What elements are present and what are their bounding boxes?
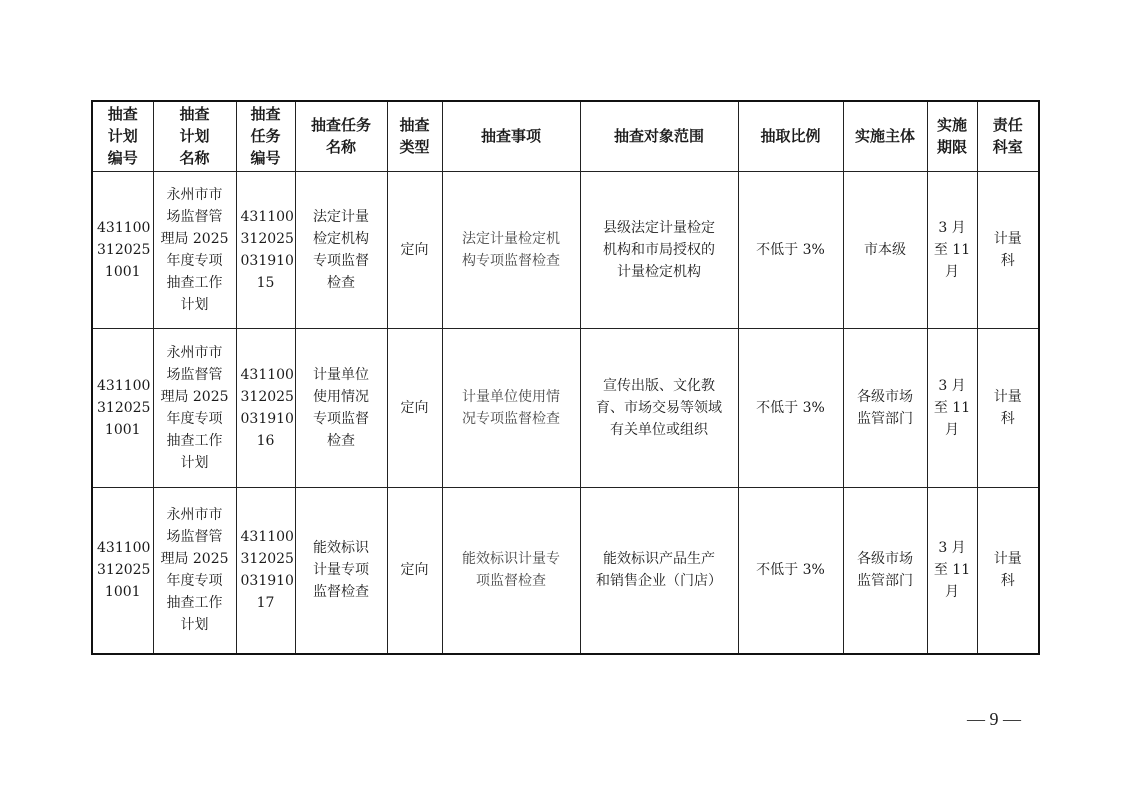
header-check-item: 抽查事项 xyxy=(442,101,580,171)
implementer: 市本级 xyxy=(843,171,927,328)
header-row xyxy=(92,101,1039,171)
implementer: 各级市场 监管部门 xyxy=(843,487,927,654)
header-period: 实施 期限 xyxy=(927,101,977,171)
page-number: — 9 — xyxy=(967,709,1021,729)
plan-name: 永州市市 场监督管 理局 2025 年度专项 抽查工作 计划 xyxy=(153,487,236,654)
header-check-type: 抽查 类型 xyxy=(387,101,442,171)
responsible-dept: 计量 科 xyxy=(977,487,1039,654)
plan-number: 431100 312025 1001 xyxy=(92,328,153,487)
responsible-dept: 计量 科 xyxy=(977,171,1039,328)
target-scope: 能效标识产品生产 和销售企业（门店） xyxy=(580,487,738,654)
header-task-number: 抽查 任务 编号 xyxy=(236,101,295,171)
sampling-ratio: 不低于 3% xyxy=(738,487,843,654)
implementer: 各级市场 监管部门 xyxy=(843,328,927,487)
task-name: 计量单位 使用情况 专项监督 检查 xyxy=(295,328,387,487)
sampling-ratio: 不低于 3% xyxy=(738,171,843,328)
task-number: 431100 312025 031910 15 xyxy=(236,171,295,328)
table-row xyxy=(92,487,1039,654)
task-number: 431100 312025 031910 16 xyxy=(236,328,295,487)
header-sampling-ratio: 抽取比例 xyxy=(738,101,843,171)
header-implementer: 实施主体 xyxy=(843,101,927,171)
plan-name: 永州市市 场监督管 理局 2025 年度专项 抽查工作 计划 xyxy=(153,328,236,487)
header-task-name: 抽查任务 名称 xyxy=(295,101,387,171)
plan-number: 431100 312025 1001 xyxy=(92,171,153,328)
table-row xyxy=(92,171,1039,328)
plan-number: 431100 312025 1001 xyxy=(92,487,153,654)
target-scope: 宣传出版、文化教 育、市场交易等领域 有关单位或组织 xyxy=(580,328,738,487)
header-plan-name: 抽查 计划 名称 xyxy=(153,101,236,171)
check-item: 计量单位使用情 况专项监督检查 xyxy=(442,328,580,487)
check-item: 法定计量检定机 构专项监督检查 xyxy=(442,171,580,328)
task-name: 法定计量 检定机构 专项监督 检查 xyxy=(295,171,387,328)
check-type: 定向 xyxy=(387,487,442,654)
period: 3 月 至 11 月 xyxy=(927,171,977,328)
target-scope: 县级法定计量检定 机构和市局授权的 计量检定机构 xyxy=(580,171,738,328)
plan-name: 永州市市 场监督管 理局 2025 年度专项 抽查工作 计划 xyxy=(153,171,236,328)
task-name: 能效标识 计量专项 监督检查 xyxy=(295,487,387,654)
check-type: 定向 xyxy=(387,171,442,328)
header-responsible-dept: 责任 科室 xyxy=(977,101,1039,171)
period: 3 月 至 11 月 xyxy=(927,328,977,487)
responsible-dept: 计量 科 xyxy=(977,328,1039,487)
check-item: 能效标识计量专 项监督检查 xyxy=(442,487,580,654)
header-plan-number: 抽查 计划 编号 xyxy=(92,101,153,171)
task-number: 431100 312025 031910 17 xyxy=(236,487,295,654)
table-row xyxy=(92,328,1039,487)
period: 3 月 至 11 月 xyxy=(927,487,977,654)
header-target-scope: 抽查对象范围 xyxy=(580,101,738,171)
sampling-ratio: 不低于 3% xyxy=(738,328,843,487)
check-type: 定向 xyxy=(387,328,442,487)
inspection-plan-table xyxy=(91,100,1040,655)
